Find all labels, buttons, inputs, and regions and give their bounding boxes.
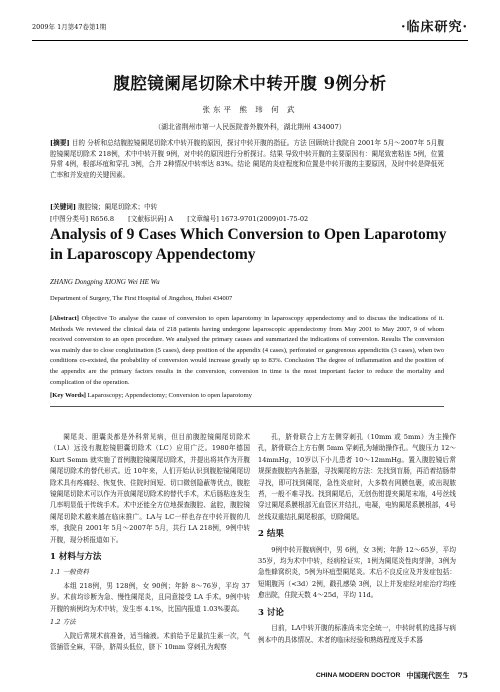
subheading-methods: 1.2 方法 <box>50 618 76 627</box>
page-number: 75 <box>457 671 468 680</box>
heading-results: 2 结果 <box>258 529 284 540</box>
page-header <box>32 12 468 38</box>
article-number: [文章编号] 1673-9701(2009)01-75-02 <box>187 215 309 223</box>
methods-continued-paragraph: 孔，脐骨联合上方左侧穿刺孔（10mm 或 5mm）为主操作孔，脐骨联合上方右侧 5mm 穿刺孔为辅助操作孔。气腹压力 12～14mmHg，10岁以下小儿患者 10～12mmHg。置入腹腔镜后常规探查腹腔内各脏器，寻找阑尾的方法：先找到盲肠，再沿着结肠带寻找，即可找到阑尾，急性炎症时，大多数有网膜包裹，或出现脓苔，一般不难寻找。找到阑尾后，无创伤钳提夹阑尾末端，4号丝线穿过阑尾系膜根部无血管区并结扎，电凝，电钩阑尾系膜根部，4号丝线双重结扎阑尾根部，切除阑尾。 <box>258 433 456 521</box>
section-divider <box>50 406 444 407</box>
body-column-left <box>50 432 250 653</box>
affiliation-chinese: （湖北省荆州市第一人民医院普外腹外科，湖北荆州 434007） <box>154 123 346 131</box>
abstract-english-text: Objective To analyse the cause of conversion to open laparotomy in laparoscopy appendectomy and to discuss the indications of it. Methods We reviewed the clinical data of 218 patients having undergone laparoscopic appendectomy from May 2001 to May 2007, 9 of whom received conversion to an open procedure. We analysed the primary causes and summarized the indications of conversion. Results The conversion was mainly due to close conglutination (5 cases), deep position of the appendix (4 cases), perforated or gangrenous appendicitis (3 cases), when two conditions co-existed, the probability of conversion would increase greatly up to 83%. Conclusion The degree of inflammation and the position of the appendix are the primary factors results in the conversion, conversion in time is the most important factor to reduce the mortality and complication of the operation. <box>50 315 444 386</box>
keywords-english-label: [Key Words] <box>50 392 86 399</box>
abstract-english-label: [Abstract] <box>50 315 79 322</box>
keywords-english-text: Laparoscopy; Appendectomy; Conversion to open laparotomy <box>87 392 252 399</box>
intro-paragraph: 阑尾炎、胆囊炎都是外科常见病，但目前腹腔镜阑尾切除术（LA）远没有腹腔镜胆囊切除术（LC）应用广泛。1980年德国 Kurt Semm 就实施了首例腹腔镜阑尾切除术，并提出将其作为开腹阑尾切除术的替代形式。近 10年来，人们开始认识到腹腔镜阑尾切除术具有疼痛轻、恢复快、住院时间短、切口微创隐蔽等优点，腹腔镜阑尾切除术可以作为开放阑尾切除术的替代手术，术后肠粘连发生几率明显低于传统手术。术中还能全方位地探查腹腔、盆腔，腹腔镜阑尾切除术越来越在临床推广。LA与 LC一样也存在中转开腹的几率，我院自 2001年 5月～2007年 5月，共行 LA 218例，9例中转开腹，现分析报道如下。 <box>50 433 250 544</box>
subheading-general-data: 1.1 一般资料 <box>50 568 89 577</box>
document-code: [文献标识码] A <box>128 215 174 223</box>
results-paragraph: 9例中转开腹病例中，男 6例，女 3例；年龄 12～65岁，平均 35岁，均为术中中转，经病检证实，1例为阑尾炎性肉芽肿，3例为急性蜂窝织炎，5例为坏疽型阑尾炎。术后不良反应及并发症包括：短期腹泻（<3d）2例，戳孔感染 3例，以上并发症经对症治疗均痊愈出院，住院天数 4～25d，平均 11d。 <box>258 545 456 600</box>
title-english: Analysis of 9 Cases Which Conversion to Open Laparotomy in Laparoscopy Appendectomy <box>50 226 447 263</box>
clc-number: [中图分类号] R656.8 <box>50 215 115 223</box>
section-label: ·临床研究· <box>400 20 468 35</box>
keywords-chinese <box>50 202 444 212</box>
general-data-paragraph: 本组 218例，男 128例，女 90例；年龄 8～76岁，平均 37岁。术前均诊断为急、慢性阑尾炎，且同意接受 LA 手术。9例中转开腹的病例均为术中转，发生率 4.1%，比国内报道 1.03%要高。 <box>50 581 250 613</box>
discussion-paragraph: 目前，LA中转开腹的标准尚未完全统一，中转时机的选择与病例本中的具体情况、术者的临床经验和熟练程度及手术器 <box>258 624 456 644</box>
issue-info: 2009年 1月第47卷第1期 <box>32 23 107 31</box>
heading-discussion: 3 讨论 <box>258 607 284 618</box>
abstract-chinese <box>50 138 444 180</box>
classification-line <box>50 214 444 224</box>
page-footer <box>32 670 468 684</box>
title-chinese: 腹腔镜阑尾切除术中转开腹 9例分析 <box>113 74 387 93</box>
keywords-chinese-label: [关键词] <box>50 203 77 211</box>
heading-materials-methods: 1 材料与方法 <box>50 552 102 563</box>
publication-name-chinese: 中国现代医生 <box>406 671 450 680</box>
header-rule <box>32 40 468 41</box>
authors-chinese: 张东平 熊 玮 何 武 <box>202 105 298 114</box>
abstract-chinese-text: 目的 分析和总结腹腔镜阑尾切除术中转开腹的原因，探讨中转开腹的指征。方法 回顾统计我院自 2001年 5月～2007年 5月腹腔镜阑尾切除术 218例，术中中转开腹 9例，对中转的原因进行分析探讨。结果 导致中转开腹的主要原因有：阑尾致密粘连 5例，位置异常 4例，根部坏疽和穿孔 3例，合并 2种情况中转率达 83%。结论 阑尾的炎症程度和位置是中转开腹的主要原因，及时中转是降低死亡率和并发症的关键因素。 <box>50 139 444 179</box>
abstract-english <box>50 314 444 388</box>
body-column-right <box>258 432 456 646</box>
publication-name: CHINA MODERN DOCTOR <box>315 672 401 679</box>
keywords-english <box>50 392 444 399</box>
methods-paragraph: 入院后常规术前准备，适当输液。术前给予足量抗生素一次，气管插管全麻，平卧，脐周头低位，脐下 10mm 穿刺孔为观察 <box>50 631 250 651</box>
keywords-chinese-text: 腹腔镜；阑尾切除术；中转 <box>78 203 158 211</box>
authors-english: ZHANG Dongping XIONG Wei HE Wu <box>50 278 160 286</box>
affiliation-english: Department of Surgery, The First Hospital of Jingzhou, Hubei 434007 <box>50 295 233 302</box>
abstract-chinese-label: [摘要] <box>50 139 70 147</box>
